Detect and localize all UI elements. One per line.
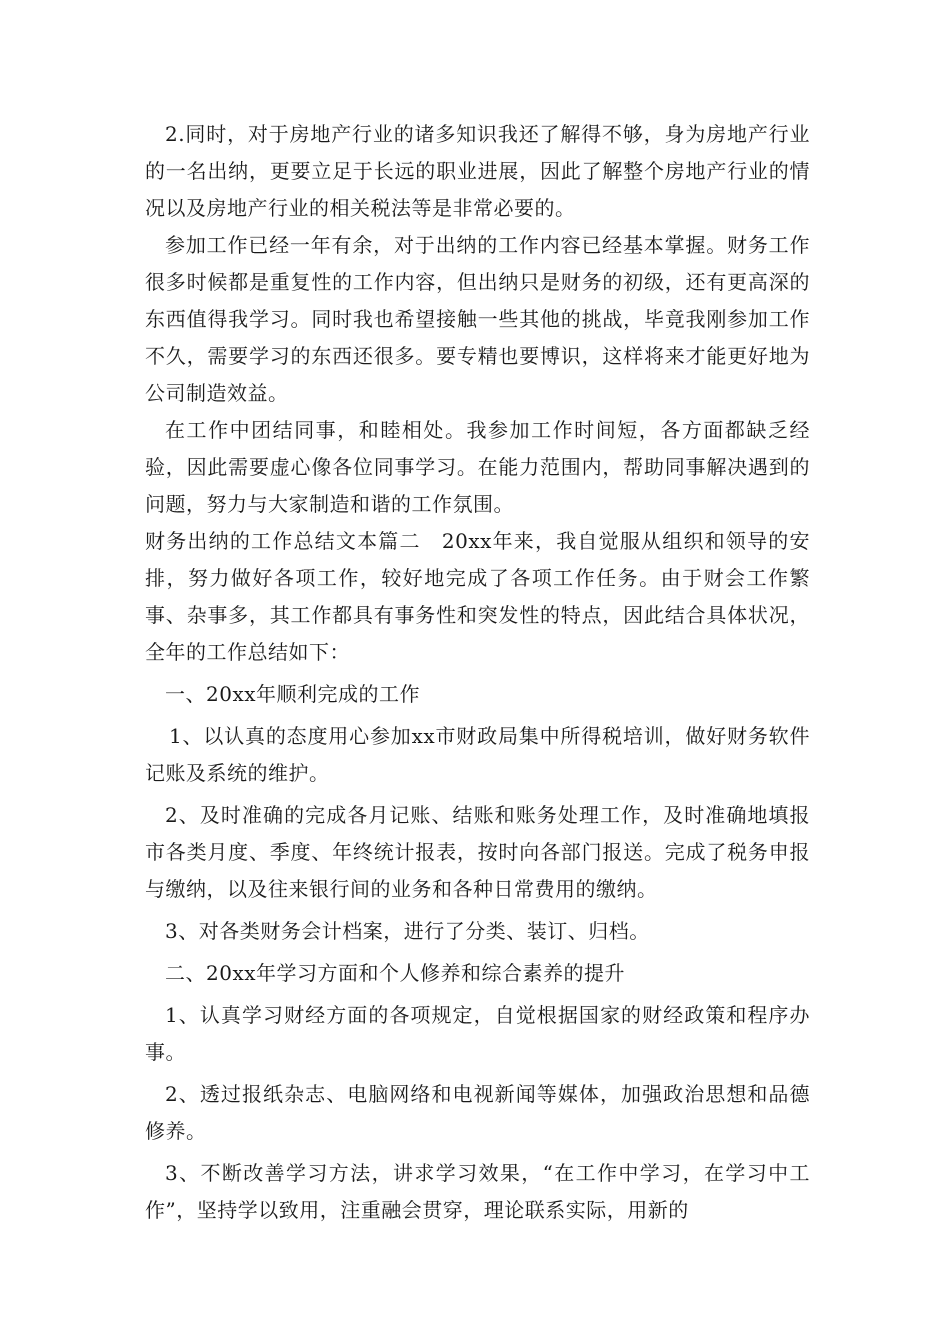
list-item-media: 2、透过报纸杂志、电脑网络和电视新闻等媒体，加强政治思想和品德修养。 <box>145 1082 810 1143</box>
list-item-regulations: 1、认真学习财经方面的各项规定，自觉根据国家的财经政策和程序办事。 <box>145 1003 810 1064</box>
list-item-bookkeeping: 2、及时准确的完成各月记账、结账和账务处理工作，及时准确地填报市各类月度、季度、年终统计报表，按时向各部门报送。完成了税务申报与缴纳，以及往来银行间的业务和各种日常费用的缴纳。 <box>145 803 810 901</box>
list-item-tax-training: 1、以认真的态度用心参加xx市财政局集中所得税培训，做好财务软件记账及系统的维护。 <box>145 724 810 785</box>
paragraph-article-two-intro: 财务出纳的工作总结文本篇二 20xx年来，我自觉服从组织和领导的安排，努力做好各项工作，较好地完成了各项工作任务。由于财会工作繁事、杂事多，其工作都具有事务性和突发性的特点，因此结合具体状况，全年的工作总结如下： <box>145 529 810 664</box>
document-body <box>145 116 810 1229</box>
section-heading-learning: 二、20xx年学习方面和个人修养和综合素养的提升 <box>165 961 626 985</box>
paragraph-real-estate-knowledge: 2.同时，对于房地产行业的诸多知识我还了解得不够，身为房地产行业的一名出纳，更要立足于长远的职业进展，因此了解整个房地产行业的情况以及房地产行业的相关税法等是非常必要的。 <box>145 122 810 220</box>
list-item-archives: 3、对各类财务会计档案，进行了分类、装订、归档。 <box>165 919 650 943</box>
list-item-learning-methods: 3、不断改善学习方法，讲求学习效果，“在工作中学习，在学习中工作”，坚持学以致用，注重融会贯穿，理论联系实际，用新的 <box>145 1161 810 1222</box>
paragraph-team-unity: 在工作中团结同事，和睦相处。我参加工作时间短，各方面都缺乏经验，因此需要虚心像各位同事学习。在能力范围内，帮助同事解决遇到的问题，努力与大家制造和谐的工作氛围。 <box>145 418 810 516</box>
paragraph-work-experience: 参加工作已经一年有余，对于出纳的工作内容已经基本掌握。财务工作很多时候都是重复性的工作内容，但出纳只是财务的初级，还有更高深的东西值得我学习。同时我也希望接触一些其他的挑战，毕竟我刚参加工作不久，需要学习的东西还很多。要专精也要博识，这样将来才能更好地为公司制造效益。 <box>145 233 810 405</box>
section-heading-completed-work: 一、20xx年顺利完成的工作 <box>165 682 421 706</box>
